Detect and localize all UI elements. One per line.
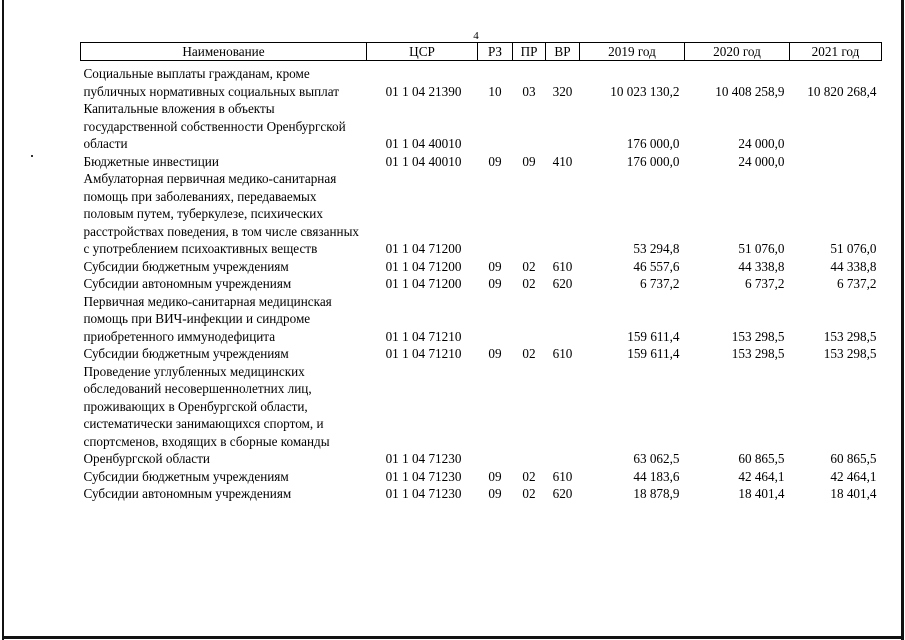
cell-2020: 24 000,0 [738,136,785,151]
scan-speck [31,155,33,157]
table-row [81,293,882,346]
cell-2021 [790,153,882,171]
cell-pr: 02 [522,346,536,361]
cell-2019: 176 000,0 [626,136,680,151]
cell-2021: 44 338,8 [830,258,877,274]
cell-name: Проведение углубленных медицинских обследований несовершеннолетних лиц, проживающих в Оренбургской области, систематически занимающихся спортом, и спортсменов, входящих в сборные команды Оренбургской области [83,363,330,466]
cell-2020: 18 401,4 [738,486,785,501]
cell-name: Амбулаторная первичная медико-санитарная помощь при заболеваниях, передаваемых половым путем, туберкулезе, психических расстройствах поведения, в том числе связанных с употреблением психоактивных веществ [83,171,360,256]
header-rz: РЗ [478,43,513,61]
cell-csr: 01 1 04 71230 [385,468,462,484]
cell-name: Первичная медико-санитарная медицинская помощь при ВИЧ-инфекции и синдроме приобретенного иммунодефицита [83,293,332,344]
cell-rz: 09 [488,468,502,484]
cell-name: Субсидии бюджетным учреждениям [83,468,289,484]
cell-pr: 02 [522,486,536,501]
cell-pr [513,363,546,468]
cell-2019: 46 557,6 [633,258,680,274]
cell-2020: 24 000,0 [738,153,785,169]
cell-csr: 01 1 04 71200 [385,241,462,256]
cell-vr: 320 [552,83,573,99]
cell-2020: 153 298,5 [731,346,785,361]
table-row [81,345,882,363]
cell-name: Субсидии бюджетным учреждениям [83,258,289,274]
cell-pr [513,100,546,153]
cell-csr: 01 1 04 71200 [385,258,462,274]
cell-name: Субсидии автономным учреждениям [83,276,292,291]
cell-csr: 01 1 04 40010 [385,136,462,151]
cell-2021: 18 401,4 [830,486,877,501]
cell-pr: 02 [522,258,536,274]
cell-2020: 44 338,8 [738,258,785,274]
cell-vr [546,170,580,258]
cell-2020: 153 298,5 [731,328,785,344]
cell-vr [546,293,580,346]
cell-name: Субсидии автономным учреждениям [83,486,292,501]
cell-vr [546,100,580,153]
cell-rz: 09 [488,346,502,361]
cell-vr: 610 [552,468,573,484]
cell-2021: 6 737,2 [836,276,877,291]
cell-name: Субсидии бюджетным учреждениям [83,346,289,361]
cell-csr: 01 1 04 71210 [385,328,462,344]
cell-2019: 63 062,5 [633,451,680,466]
cell-2020: 6 737,2 [744,276,785,291]
cell-rz: 10 [488,83,502,99]
cell-2019: 6 737,2 [639,276,680,291]
cell-2020: 60 865,5 [738,451,785,466]
cell-2021: 153 298,5 [823,328,877,344]
cell-name: Бюджетные инвестиции [83,153,219,169]
cell-pr [513,293,546,346]
cell-rz [478,363,513,468]
cell-rz [478,100,513,153]
cell-rz: 09 [488,486,502,501]
cell-2019: 44 183,6 [633,468,680,484]
cell-2021: 153 298,5 [823,346,877,361]
table-row [81,100,882,153]
cell-2021 [790,100,882,153]
cell-2021: 51 076,0 [830,241,877,256]
header-vr: ВР [546,43,580,61]
cell-vr: 610 [552,258,573,274]
scan-border-right [901,0,904,640]
cell-vr: 610 [552,346,573,361]
cell-csr: 01 1 04 21390 [385,83,462,99]
cell-rz: 09 [488,153,502,169]
cell-2019: 176 000,0 [626,153,680,169]
header-csr: ЦСР [367,43,478,61]
cell-rz [478,170,513,258]
cell-vr: 620 [552,276,573,291]
cell-csr: 01 1 04 71230 [385,486,462,501]
header-pr: ПР [513,43,546,61]
cell-pr: 09 [522,153,536,169]
table-row [81,363,882,468]
table-row [81,485,882,503]
cell-csr: 01 1 04 71200 [385,276,462,291]
cell-vr [546,363,580,468]
table-row [81,468,882,486]
cell-2019: 159 611,4 [627,328,680,344]
table-body [81,61,882,503]
cell-pr: 02 [522,276,536,291]
table-row [81,61,882,101]
cell-2020: 42 464,1 [738,468,785,484]
scan-border-left [2,0,4,640]
header-2021: 2021 год [790,43,882,61]
header-2019: 2019 год [580,43,685,61]
cell-vr: 620 [552,486,573,501]
header-name: Наименование [81,43,367,61]
cell-2019: 18 878,9 [633,486,680,501]
header-2020: 2020 год [685,43,790,61]
cell-2021: 10 820 268,4 [807,83,877,99]
cell-pr: 02 [522,468,536,484]
cell-2019: 10 023 130,2 [610,83,680,99]
cell-2020: 51 076,0 [738,241,785,256]
table-row [81,153,882,171]
table-header [81,43,882,61]
cell-name: Социальные выплаты гражданам, кроме публичных нормативных социальных выплат [83,66,340,99]
table-row [81,258,882,276]
cell-2020: 10 408 258,9 [715,83,785,99]
cell-pr: 03 [522,83,536,99]
cell-2021: 42 464,1 [830,468,877,484]
table-row [81,170,882,258]
cell-rz [478,293,513,346]
cell-csr: 01 1 04 40010 [385,153,462,169]
cell-pr [513,170,546,258]
cell-csr: 01 1 04 71230 [385,451,462,466]
table-row [81,275,882,293]
cell-csr: 01 1 04 71210 [385,346,462,361]
cell-rz: 09 [488,276,502,291]
cell-2019: 159 611,4 [627,346,680,361]
cell-2021: 60 865,5 [830,451,877,466]
header-row [81,43,882,61]
scan-border-bottom [2,636,904,639]
cell-name: Капитальные вложения в объекты государственной собственности Оренбургской области [83,101,346,151]
cell-rz: 09 [488,258,502,274]
page-number: 4 [473,30,479,42]
budget-table [80,42,882,503]
cell-2019: 53 294,8 [633,241,680,256]
cell-vr: 410 [552,153,573,169]
